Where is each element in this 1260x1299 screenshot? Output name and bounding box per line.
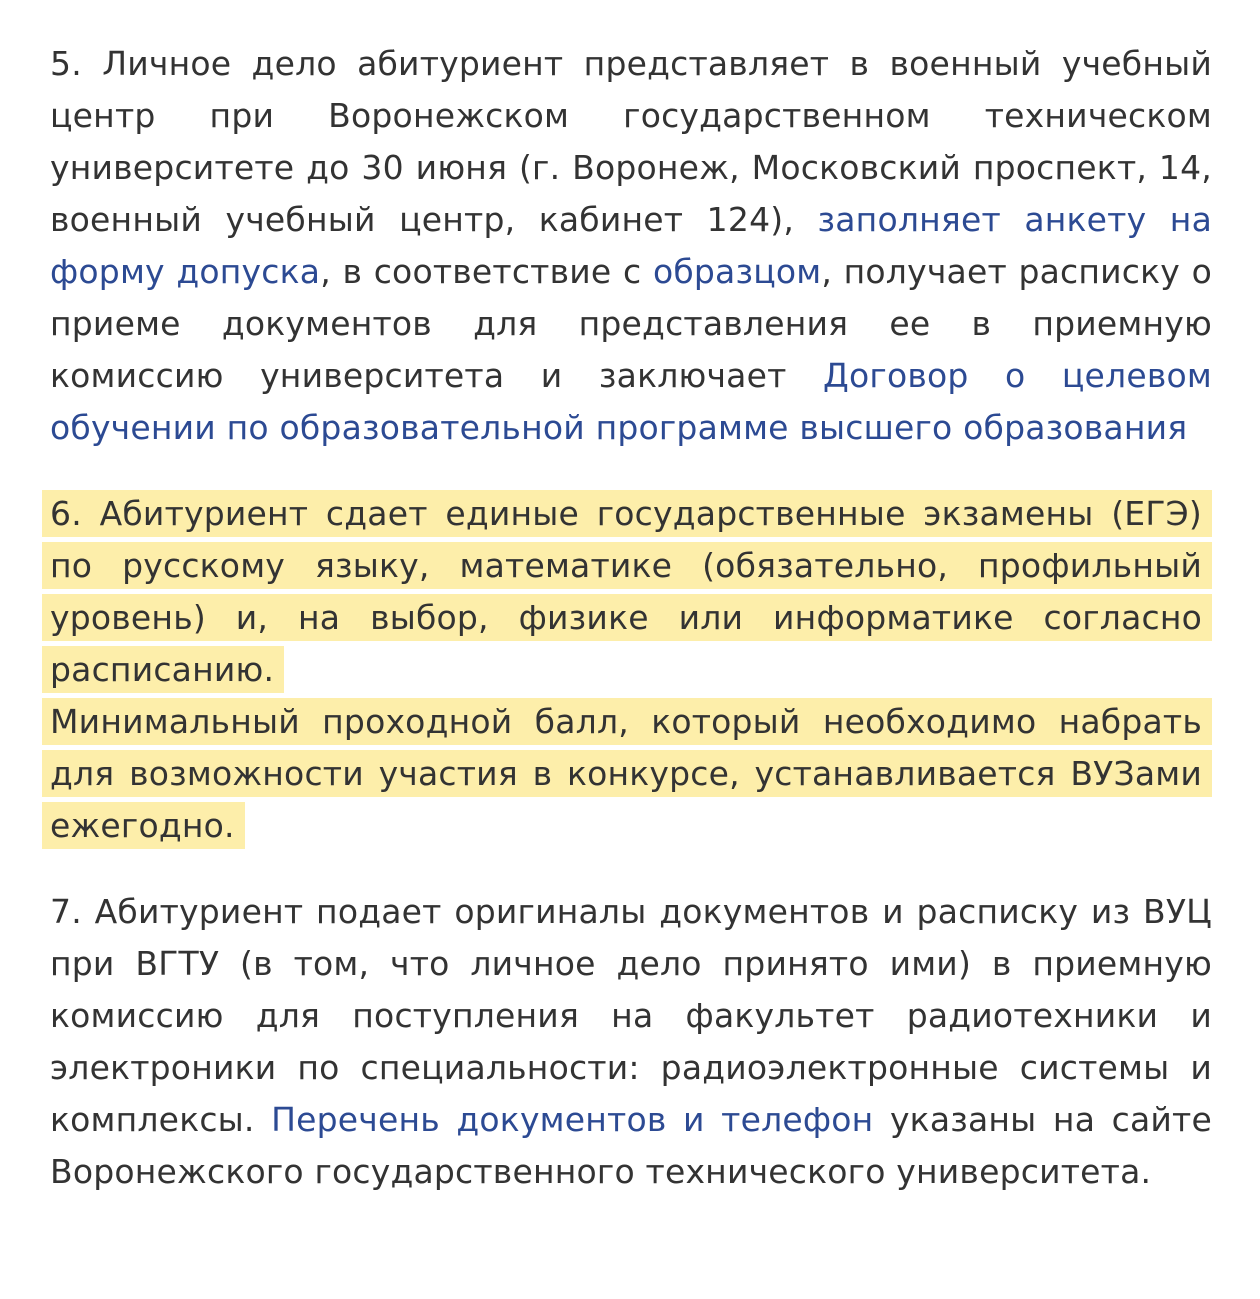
step-5-text-1: 5. Личное дело абитуриент представляет в военный учебный центр при Воронежском государственном техническом университете до 30 июня (г. Воронеж, Московский проспект, 14, военный учебный центр, кабинет 124),	[50, 44, 1212, 239]
article-content	[50, 38, 1212, 1198]
highlighted-min-score-text: Минимальный проходной балл, который необходимо набрать для возможности участия в конкурсе, устанавливается ВУЗами ежегодно.	[42, 698, 1212, 849]
step-7-text-1: 7. Абитуриент подает оригиналы документов и расписку из ВУЦ при ВГТУ (в том, что личное дело принято ими) в приемную комиссию для поступления на факультет радиотехники и электроники по специальности: радиоэлектронные системы и комплексы.	[50, 892, 1212, 1139]
paragraph-step-5	[50, 38, 1212, 454]
link-sample[interactable]: образцом	[652, 252, 822, 291]
highlighted-exams-text: 6. Абитуриент сдает единые государственные экзамены (ЕГЭ) по русскому языку, математике (обязательно, профильный уровень) и, на выбор, физике или информатике согласно расписанию.	[42, 490, 1212, 693]
step-5-text-2: , в соответствие с	[320, 252, 653, 291]
paragraph-step-7	[50, 886, 1212, 1198]
link-documents-and-phone[interactable]: Перечень документов и телефон	[271, 1100, 874, 1139]
link-target-training-contract[interactable]: Договор о целевом обучении по образовательной программе высшего образования	[50, 356, 1212, 447]
step-5-text-3: , получает расписку о приеме документов для представления ее в приемную комиссию университета и заключает	[50, 252, 1212, 395]
link-admission-form[interactable]: заполняет анкету на форму допуска	[50, 200, 1212, 291]
paragraph-step-6	[50, 488, 1212, 852]
step-7-text-2: указаны на сайте Воронежского государственного технического университета.	[50, 1100, 1212, 1191]
